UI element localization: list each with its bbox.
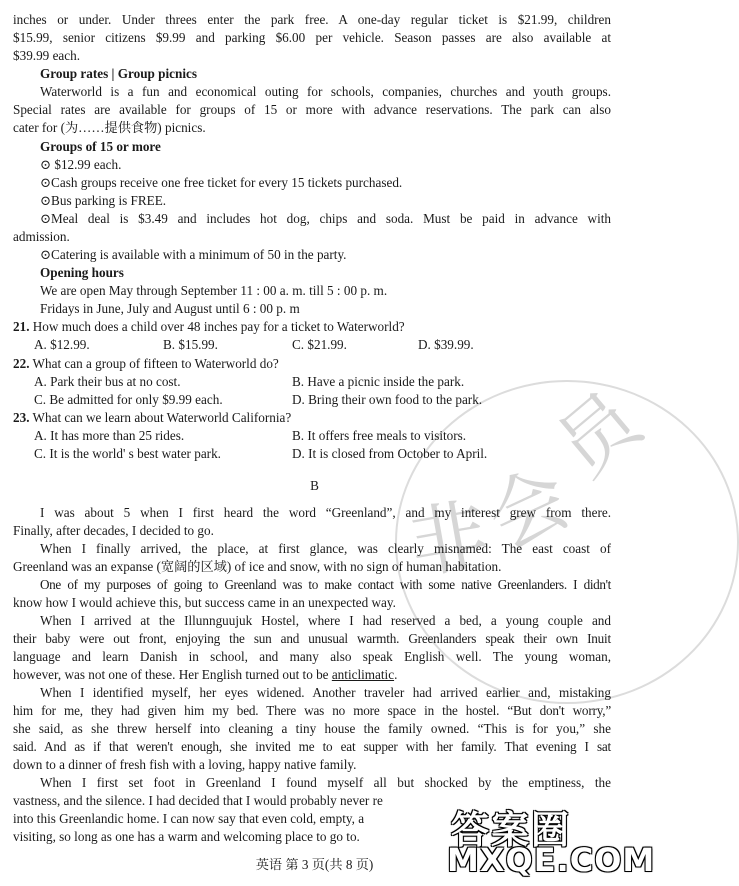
passage-b-line: When I finally arrived, the place, at first glance, was clearly misnamed: The east coast of [40,541,611,556]
bullet-item: ⊙Bus parking is FREE. [40,193,167,208]
question-stem: What can we learn about Waterworld California? [32,410,292,425]
question-number: 22. [13,356,30,371]
question-23 [13,409,291,427]
passage-b-line: When I first set foot in Greenland I found myself all but shocked by the emptiness, the [40,775,611,790]
passage-b-text: however, was not one of these. Her English turned out to be [13,667,329,682]
passage-b-line: I was about 5 when I first heard the word “Greenland”, and my interest grew from there. [40,505,611,520]
passage-b-line: language and learn Danish in school, and many also speak English well. The young woman, [13,649,611,664]
question-21 [13,318,405,336]
hours-line: We are open May through September 11 : 00 a. m. till 5 : 00 p. m. [40,283,388,298]
passage-a-line: $15.99, senior citizens $9.99 and parking $6.00 per vehicle. Season passes are also available at [13,30,611,45]
option[interactable]: D. $39.99. [418,337,474,352]
passage-a-line: cater for (为……提供食物) picnics. [13,120,206,135]
passage-b-line: said. And as if that weren't enough, she invited me to eat supper with her family. That evening I sat [13,739,611,754]
option[interactable]: B. It offers free meals to visitors. [292,428,467,443]
passage-b-line: One of my purposes of going to Greenland was to make contact with some native Greenlanders. I didn't [40,577,611,592]
underlined-word: anticlimatic [331,667,395,682]
period: . [394,667,398,682]
passage-b-line: she said, as she threw herself into cleaning a tiny house the family owned. “This is for you,” she [13,721,611,736]
watermark-char: 会 [474,452,584,568]
option[interactable]: B. Have a picnic inside the park. [292,374,465,389]
passage-b-line: visiting, so long as one has a warm and welcoming place to go to. [13,829,360,844]
option[interactable]: C. It is the world' s best water park. [34,446,221,461]
option[interactable]: C. $21.99. [292,337,347,352]
question-number: 21. [13,319,30,334]
option[interactable]: A. $12.99. [34,337,90,352]
question-stem: What can a group of fifteen to Waterworld do? [32,356,279,371]
watermark-logo [443,797,656,883]
group-rates-heading: Group rates | Group picnics [40,66,198,81]
logo-text-top: 答案圈 [451,808,572,852]
bullet-item: ⊙Catering is available with a minimum of 50 in the party. [40,247,347,262]
passage-a-line: $39.99 each. [13,48,81,63]
passage-a-line: Waterworld is a fun and economical outing for schools, companies, churches and youth groups. [40,84,611,99]
passage-b-line: their baby were out front, enjoying the sun and unusual warmth. Greenlanders speak their own Inuit [13,631,611,646]
passage-b-line: Finally, after decades, I decided to go. [13,523,214,538]
option[interactable]: B. $15.99. [163,337,218,352]
option[interactable]: D. Bring their own food to the park. [292,392,483,407]
option[interactable]: D. It is closed from October to April. [292,446,488,461]
passage-b-line: When I arrived at the Illunnguujuk Hostel, where I had reserved a bed, a young couple and [40,613,611,628]
question-stem: How much does a child over 48 inches pay for a ticket to Waterworld? [32,319,405,334]
passage-b-line: know how I would achieve this, but success came in an unexpected way. [13,595,396,610]
option[interactable]: A. It has more than 25 rides. [34,428,185,443]
passage-a-line: Special rates are available for groups of 15 or more with advance reservations. The park can also [13,102,611,117]
question-22 [13,355,279,373]
passage-b-line: into this Greenlandic home. I can now say that even cold, empty, a [13,811,365,826]
passage-b-line: vastness, and the silence. I had decided that I would probably never re [13,793,383,808]
option[interactable]: A. Park their bus at no cost. [34,374,181,389]
logo-text-bottom: MXQE.COM [447,841,656,879]
passage-b-line [13,666,397,684]
question-number: 23. [13,410,30,425]
passage-b-line: Greenland was an expanse (宽阔的区域) of ice and snow, with no sign of human habitation. [13,559,502,574]
bullet-item: ⊙ $12.99 each. [40,157,122,172]
opening-hours-heading: Opening hours [40,265,124,280]
passage-a-line: inches or under. Under threes enter the park free. A one-day regular ticket is $21.99, children [13,12,611,27]
watermark-char: 非 [402,488,496,592]
hours-line: Fridays in June, July and August until 6 : 00 p. m [40,301,300,316]
option[interactable]: C. Be admitted for only $9.99 each. [34,392,223,407]
bullet-item: ⊙Meal deal is $3.49 and includes hot dog, chips and soda. Must be paid in advance with [40,211,611,226]
passage-b-line: him for me, they had given him my bed. There was no more space in the hostel. “But don't worry,” [13,703,611,718]
passage-b-line: When I identified myself, her eyes widened. Another traveler had arrived earlier and, mistaking [40,685,611,700]
section-b-label: B [310,478,319,493]
bullet-item-cont: admission. [13,229,70,244]
bullet-item: ⊙Cash groups receive one free ticket for every 15 tickets purchased. [40,175,403,190]
watermark-char: 员 [540,375,658,495]
groups-heading: Groups of 15 or more [40,139,161,154]
passage-b-line: down to a dinner of fresh fish with a loving, happy native family. [13,757,357,772]
page-footer: 英语 第 3 页(共 8 页) [255,857,374,872]
